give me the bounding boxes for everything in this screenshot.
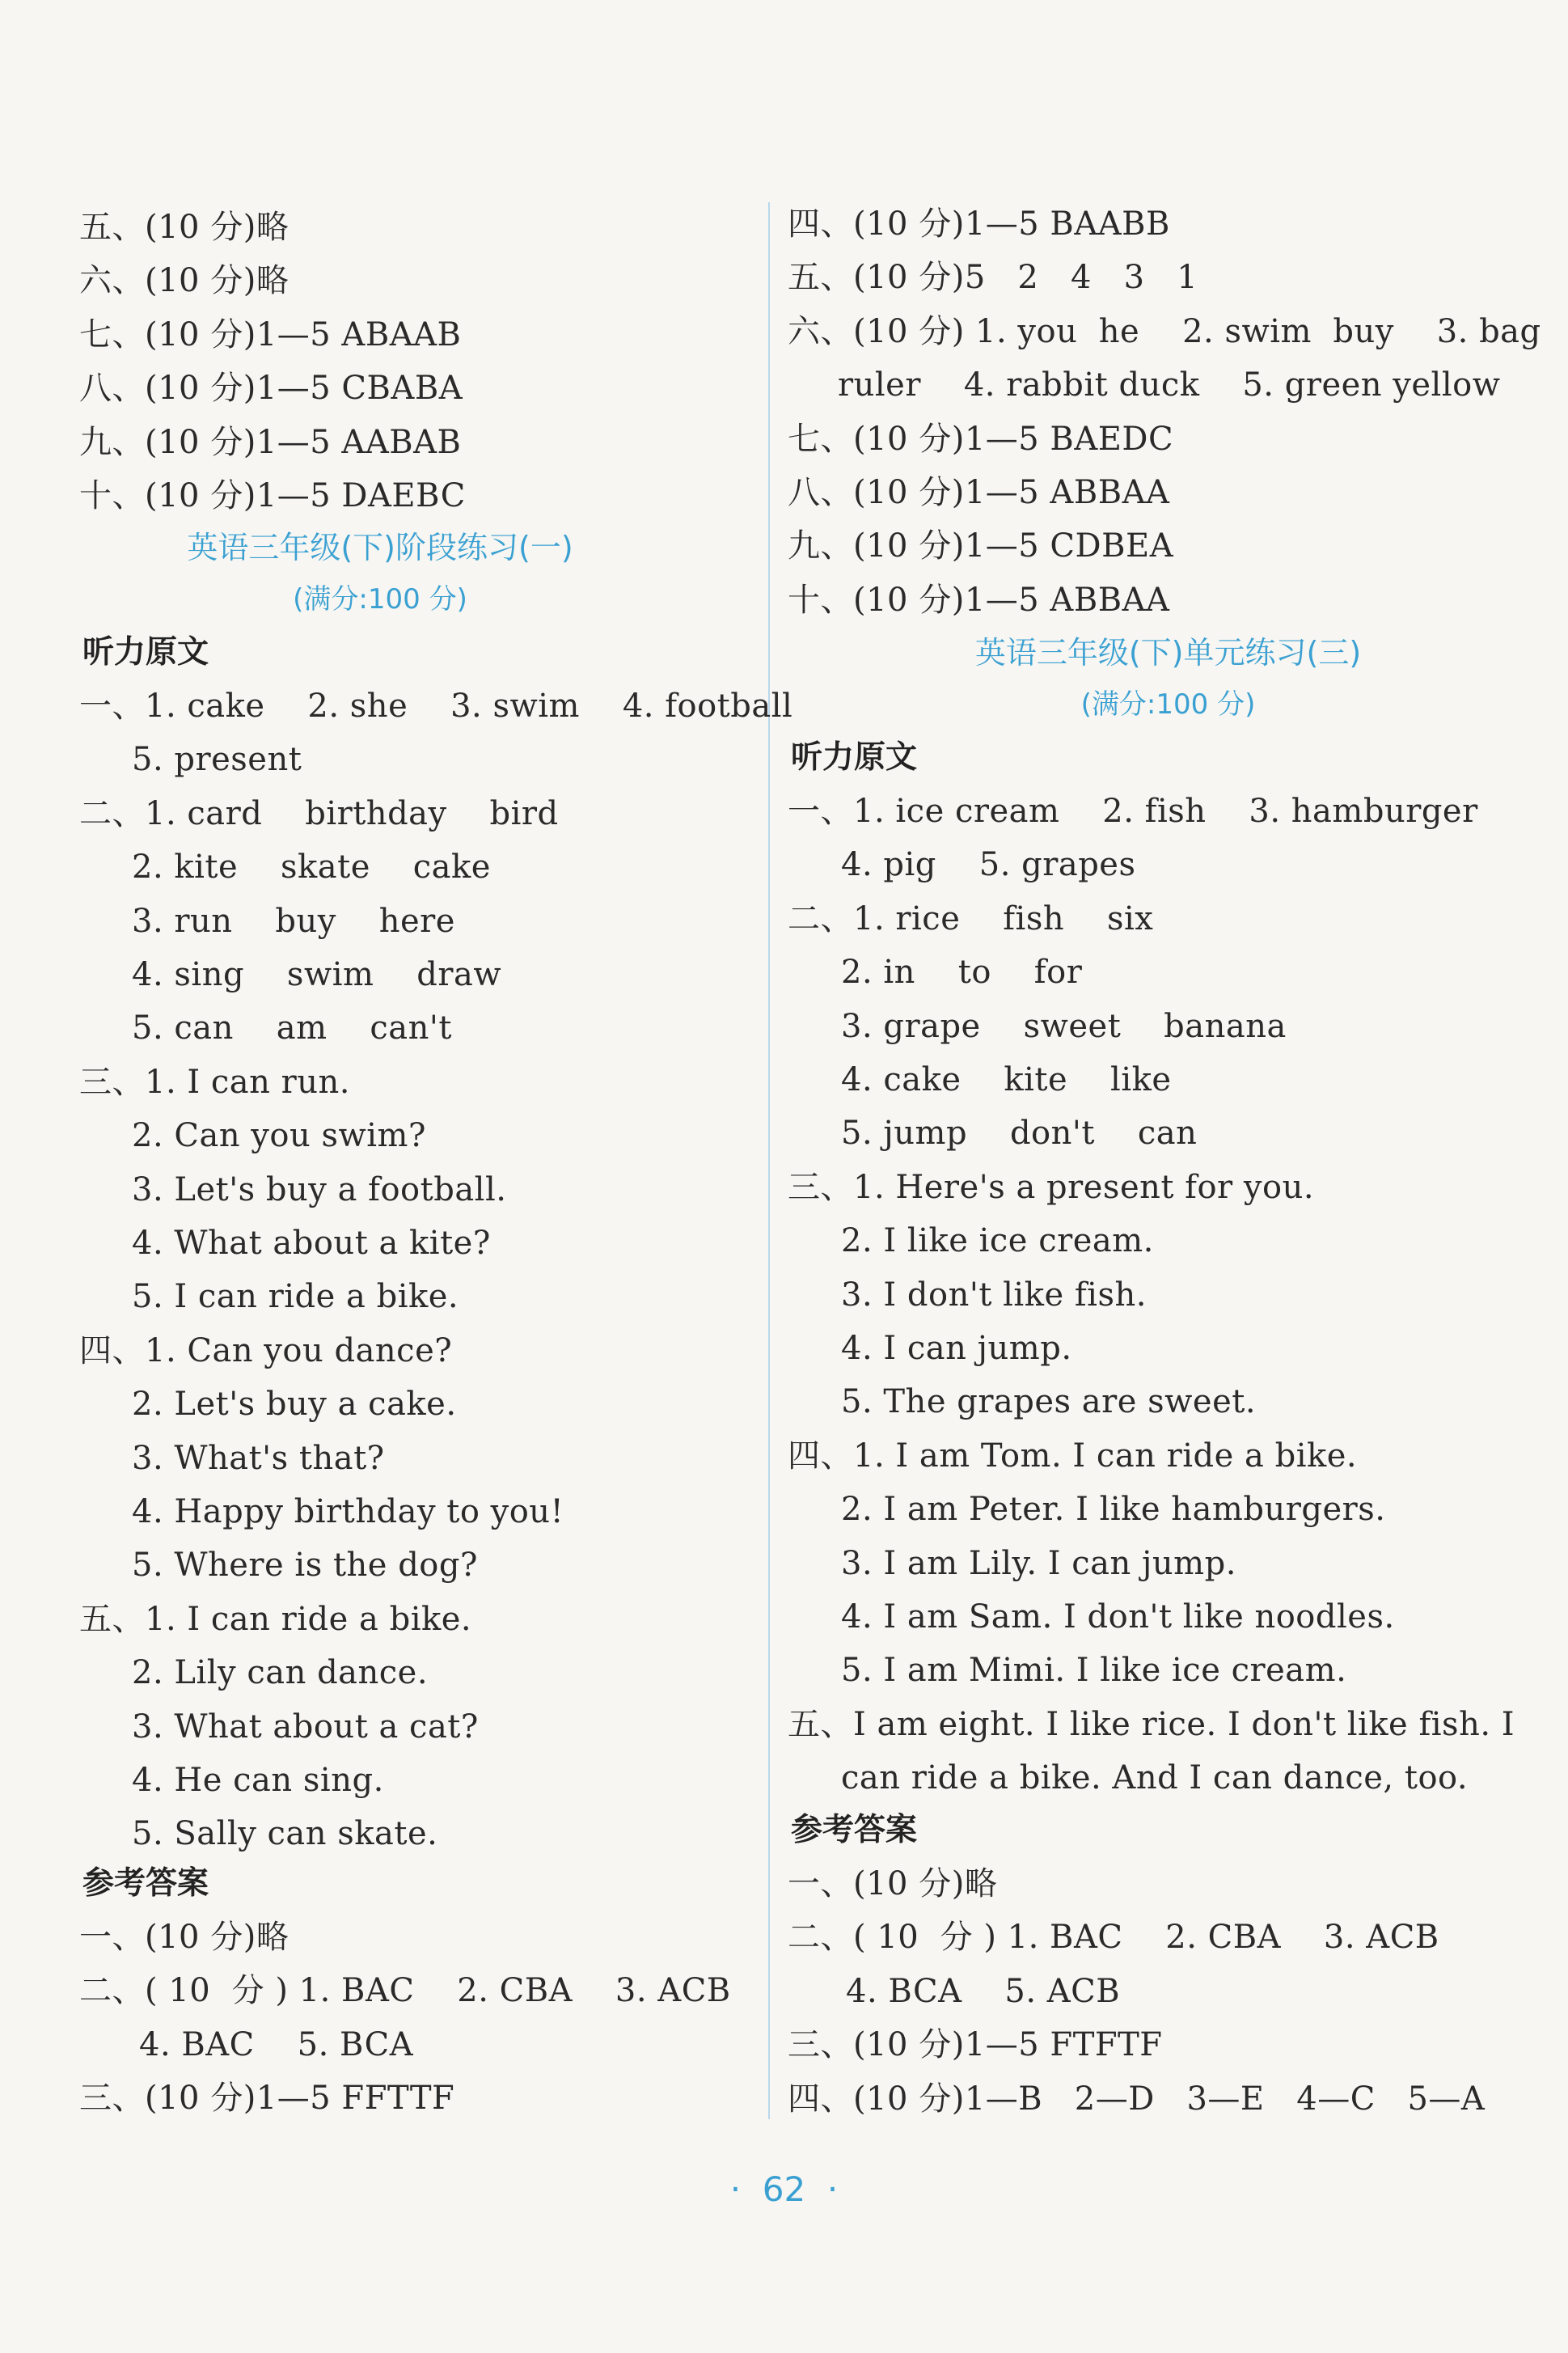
listening-line: 4. What about a kite?: [132, 1225, 491, 1262]
listening-line: 四、1. I am Tom. I can ride a bike.: [788, 1437, 1358, 1475]
listening-line: 3. I don't like fish.: [841, 1276, 1147, 1314]
answer-line: 4. BAC 5. BCA: [139, 2025, 414, 2063]
section-subtitle: (满分:100 分): [1080, 688, 1256, 721]
listening-heading: 听力原文: [791, 739, 918, 776]
listening-line: 2. in to for: [841, 954, 1083, 992]
listening-line: 2. I am Peter. I like hamburgers.: [841, 1491, 1386, 1529]
answer-heading: 参考答案: [791, 1812, 918, 1848]
answer-line: 一、(10 分)略: [788, 1865, 998, 1902]
answer-line: ruler 4. rabbit duck 5. green yellow: [838, 366, 1501, 404]
answer-line: 二、( 10 分 ) 1. BAC 2. CBA 3. ACB: [79, 1972, 731, 2010]
section-subtitle: (满分:100 分): [293, 583, 467, 616]
answer-heading: 参考答案: [82, 1865, 209, 1902]
listening-line: 四、1. Can you dance?: [79, 1331, 453, 1369]
listening-line: 2. Lily can dance.: [132, 1654, 429, 1692]
listening-line: 4. cake kite like: [841, 1061, 1172, 1098]
answer-line: 4. BCA 5. ACB: [846, 1972, 1121, 2010]
listening-line: 3. run buy here: [132, 902, 455, 940]
answer-line: 七、(10 分)1—5 ABAAB: [79, 315, 462, 353]
listening-line: 3. What's that?: [132, 1439, 385, 1477]
listening-line: 三、1. Here's a present for you.: [788, 1168, 1315, 1206]
answer-line: 四、(10 分)1—5 BAABB: [788, 205, 1170, 243]
listening-line: 3. Let's buy a football.: [132, 1170, 507, 1208]
listening-line: 4. pig 5. grapes: [841, 846, 1136, 884]
listening-line: 4. I am Sam. I don't like noodles.: [841, 1598, 1395, 1636]
answer-line: 九、(10 分)1—5 AABAB: [79, 423, 462, 461]
listening-line: 二、1. card birthday bird: [79, 794, 559, 832]
column-divider: [768, 202, 770, 2119]
listening-line: 5. present: [132, 741, 302, 779]
listening-line: 5. can am can't: [132, 1009, 452, 1047]
listening-line: 2. Can you swim?: [132, 1117, 426, 1155]
listening-line: 4. Happy birthday to you!: [132, 1493, 564, 1530]
listening-line: 一、1. cake 2. she 3. swim 4. football: [79, 688, 793, 725]
answer-line: 一、(10 分)略: [79, 1919, 290, 1956]
answer-line: 八、(10 分)1—5 ABBAA: [788, 474, 1170, 511]
listening-line: 4. He can sing.: [132, 1762, 384, 1799]
listening-line: 三、1. I can run.: [79, 1063, 350, 1101]
page-number: · 62 ·: [729, 2169, 839, 2209]
listening-line: 4. I can jump.: [841, 1330, 1072, 1367]
listening-line: 5. The grapes are sweet.: [841, 1383, 1257, 1421]
answer-line: 四、(10 分)1—B 2—D 3—E 4—C 5—A: [788, 2080, 1486, 2118]
section-title: 英语三年级(下)单元练习(三): [974, 635, 1362, 671]
listening-line: 3. What about a cat?: [132, 1708, 479, 1746]
answer-line: 七、(10 分)1—5 BAEDC: [788, 420, 1174, 458]
listening-line: 5. jump don't can: [841, 1115, 1198, 1153]
listening-line: 3. grape sweet banana: [841, 1007, 1287, 1045]
answer-line: 六、(10 分)略: [79, 262, 290, 300]
listening-line: 5. Sally can skate.: [132, 1815, 438, 1853]
answer-line: 六、(10 分) 1. you he 2. swim buy 3. bag: [788, 312, 1541, 350]
listening-line: 2. Let's buy a cake.: [132, 1386, 457, 1424]
answer-line: 三、(10 分)1—5 FTFTF: [788, 2026, 1163, 2064]
listening-line: can ride a bike. And I can dance, too.: [841, 1759, 1469, 1797]
answer-line: 三、(10 分)1—5 FFTTF: [79, 2080, 455, 2118]
answer-line: 五、(10 分)5 2 4 3 1: [788, 259, 1198, 297]
listening-line: 2. I like ice cream.: [841, 1222, 1154, 1260]
listening-line: 五、1. I can ride a bike.: [79, 1600, 472, 1638]
listening-line: 2. kite skate cake: [132, 849, 491, 887]
answer-line: 八、(10 分)1—5 CBABA: [79, 370, 463, 408]
section-title: 英语三年级(下)阶段练习(一): [187, 530, 573, 565]
listening-heading: 听力原文: [82, 634, 209, 671]
listening-line: 5. Where is the dog?: [132, 1547, 478, 1585]
answer-line: 十、(10 分)1—5 DAEBC: [79, 477, 466, 514]
listening-line: 5. I can ride a bike.: [132, 1278, 459, 1316]
answer-line: 二、( 10 分 ) 1. BAC 2. CBA 3. ACB: [788, 1919, 1439, 1957]
listening-line: 4. sing swim draw: [132, 956, 502, 993]
listening-line: 3. I am Lily. I can jump.: [841, 1544, 1236, 1582]
listening-line: 一、1. ice cream 2. fish 3. hamburger: [788, 793, 1478, 830]
answer-line: 十、(10 分)1—5 ABBAA: [788, 581, 1170, 619]
answer-line: 五、(10 分)略: [79, 209, 290, 246]
listening-line: 五、I am eight. I like rice. I don't like fish. I: [788, 1705, 1515, 1743]
listening-line: 5. I am Mimi. I like ice cream.: [841, 1652, 1347, 1690]
answer-line: 九、(10 分)1—5 CDBEA: [788, 527, 1174, 565]
listening-line: 二、1. rice fish six: [788, 899, 1154, 937]
